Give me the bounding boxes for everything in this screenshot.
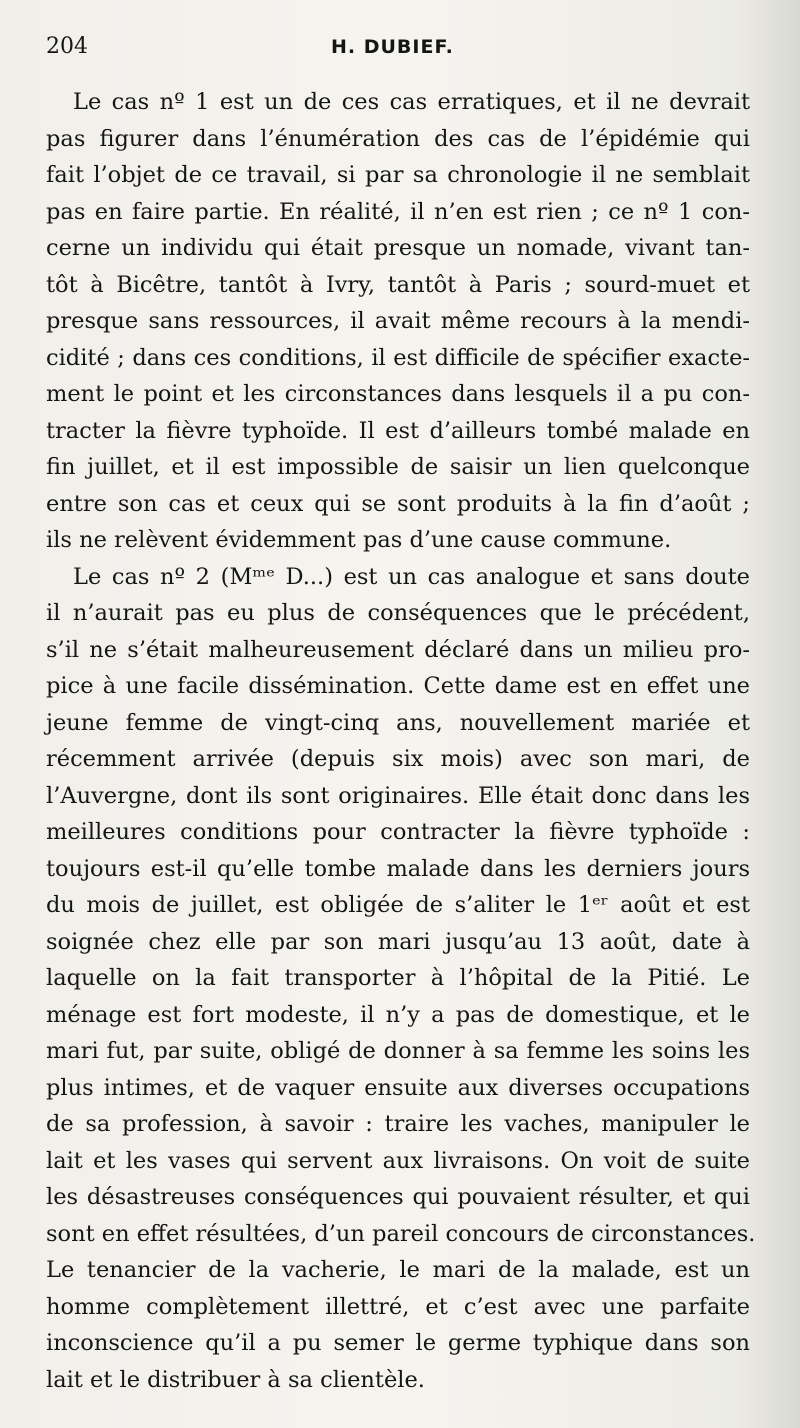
text-line: tôt à Bicêtre, tantôt à Ivry, tantôt à Paris ; sourd-muet et xyxy=(46,271,750,298)
text-line: Le cas nº 1 est un de ces cas erratiques, et il ne devrait xyxy=(73,89,750,115)
text-line: récemment arrivée (depuis six mois) avec son mari, de xyxy=(46,746,750,772)
text-line: ils ne relèvent évidemment pas d’une cause commune. xyxy=(46,527,672,553)
text-line: soignée chez elle par son mari jusqu’au 13 août, date à xyxy=(46,928,750,955)
text-line: ment le point et les circonstances dans lesquels il a pu con- xyxy=(46,381,750,407)
text-line: Le tenancier de la vacherie, le mari de la malade, est un xyxy=(46,1257,750,1283)
text-line: de sa profession, à savoir : traire les vaches, manipuler le xyxy=(46,1111,750,1137)
text-line: sont en effet résultées, d’un pareil concours de circonstances. xyxy=(46,1220,756,1247)
running-head: H. DUBIEF. xyxy=(331,36,454,58)
text-line: meilleures conditions pour contracter la fièvre typhoïde : xyxy=(46,819,750,845)
text-line: pas figurer dans l’énumération des cas de l’épidémie qui xyxy=(46,125,750,152)
text-line: presque sans ressources, il avait même recours à la mendi- xyxy=(46,308,750,334)
text-line: fin juillet, et il est impossible de saisir un lien quelconque xyxy=(46,454,750,480)
text-line: lait et les vases qui servent aux livraisons. On voit de suite xyxy=(46,1147,750,1174)
text-line: laquelle on la fait transporter à l’hôpital de la Pitié. Le xyxy=(46,965,750,991)
text-line: homme complètement illettré, et c’est avec une parfaite xyxy=(46,1293,750,1320)
text-line: cerne un individu qui était presque un nomade, vivant tan- xyxy=(46,235,750,261)
body-text xyxy=(46,84,756,1398)
text-line: pice à une facile dissémination. Cette dame est en effet une xyxy=(46,673,750,699)
text-line: lait et le distribuer à sa clientèle. xyxy=(46,1366,425,1393)
page-number: 204 xyxy=(46,34,88,59)
text-line: il n’aurait pas eu plus de conséquences que le précédent, xyxy=(46,600,750,626)
text-line: s’il ne s’était malheureusement déclaré dans un milieu pro- xyxy=(46,636,750,663)
text-line: ménage est fort modeste, il n’y a pas de domestique, et le xyxy=(46,1001,750,1028)
text-line: plus intimes, et de vaquer ensuite aux diverses occupations xyxy=(46,1074,750,1101)
text-line: l’Auvergne, dont ils sont originaires. Elle était donc dans les xyxy=(46,782,750,809)
text-line: tracter la fièvre typhoïde. Il est d’ailleurs tombé malade en xyxy=(46,417,750,444)
text-line: mari fut, par suite, obligé de donner à sa femme les soins les xyxy=(46,1038,750,1064)
page-header xyxy=(46,34,746,64)
text-line: cidité ; dans ces conditions, il est difficile de spécifier exacte- xyxy=(46,344,750,371)
text-line: fait l’objet de ce travail, si par sa chronologie il ne semblait xyxy=(46,162,750,188)
text-line: Le cas nº 2 (Mᵐᵉ D...) est un cas analogue et sans doute xyxy=(73,563,750,590)
text-line: les désastreuses conséquences qui pouvaient résulter, et qui xyxy=(46,1184,750,1210)
text-line: pas en faire partie. En réalité, il n’en est rien ; ce nº 1 con- xyxy=(46,198,750,225)
text-line: toujours est-il qu’elle tombe malade dans les derniers jours xyxy=(46,855,750,882)
text-line: du mois de juillet, est obligée de s’aliter le 1ᵉʳ août et est xyxy=(46,892,750,918)
text-line: inconscience qu’il a pu semer le germe typhique dans son xyxy=(46,1330,750,1356)
text-line: entre son cas et ceux qui se sont produits à la fin d’août ; xyxy=(46,490,750,517)
text-line: jeune femme de vingt-cinq ans, nouvellement mariée et xyxy=(46,709,750,736)
